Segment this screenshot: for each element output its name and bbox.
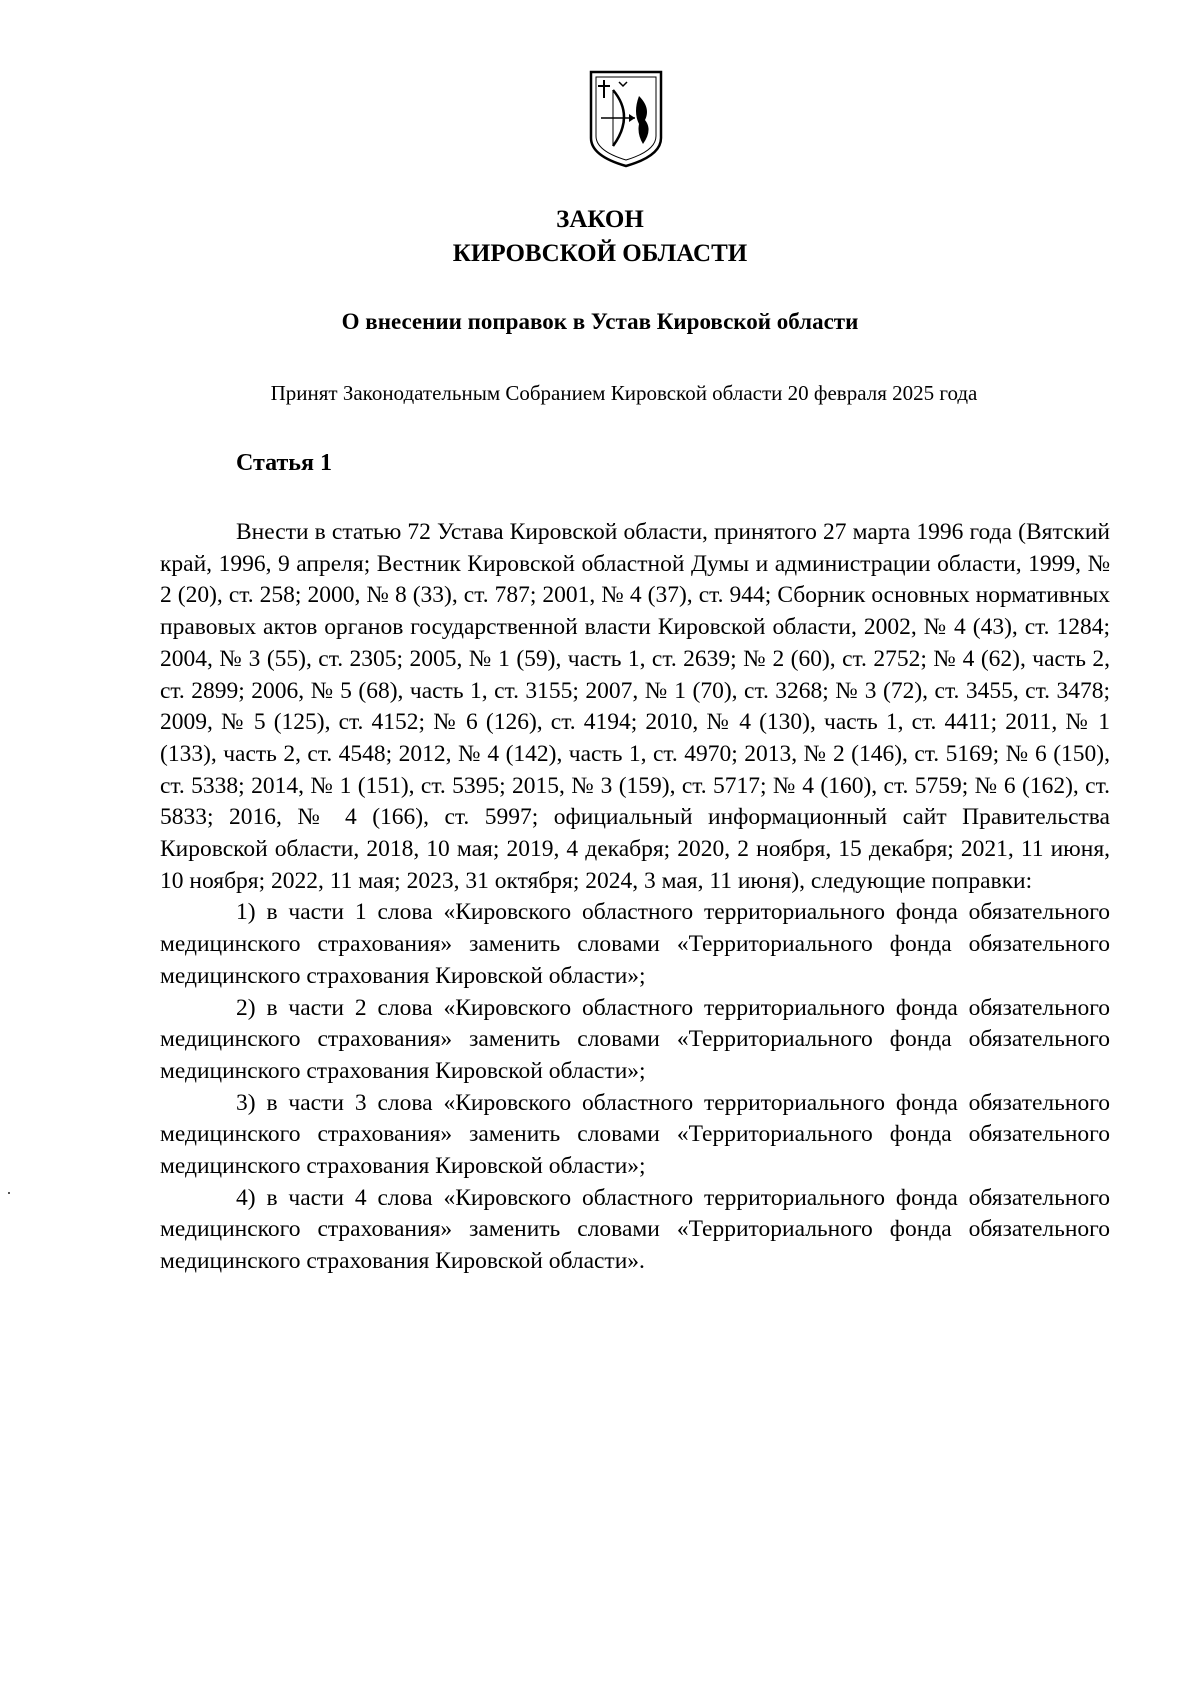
amendment-item-2: 2) в части 2 слова «Кировского областного территориального фонда обязательного медицинского страхования» заменить словами «Территориального фонда обязательного медицинского страхования Кировской области»; — [160, 994, 1110, 1084]
adoption-note: Принят Законодательным Собранием Кировской области 20 февраля 2025 года — [270, 381, 978, 405]
article-body — [160, 517, 1110, 1278]
law-region-title: КИРОВСКОЙ ОБЛАСТИ — [452, 240, 748, 267]
scan-speck — [8, 1192, 10, 1194]
amendment-item-4: 4) в части 4 слова «Кировского областного территориального фонда обязательного медицинского страхования» заменить словами «Территориального фонда обязательного медицинского страхования Кировской области». — [160, 1184, 1110, 1275]
amendment-item-3: 3) в части 3 слова «Кировского областного территориального фонда обязательного медицинского страхования» заменить словами «Территориального фонда обязательного медицинского страхования Кировской области»; — [160, 1089, 1110, 1180]
law-title: ЗАКОН — [556, 206, 644, 233]
law-subject: О внесении поправок в Устав Кировской области — [341, 309, 859, 334]
article-title: Статья 1 — [236, 450, 332, 476]
coat-of-arms-icon — [587, 68, 665, 170]
article-intro-paragraph: Внести в статью 72 Устава Кировской области, принятого 27 марта 1996 года (Вятский край, 1996, 9 апреля; Вестник Кировской областной Думы и администрации области, 1999, № 2 (20), ст. 258; 2000, № 8 (33), ст. 787; 2001, № 4 (37), ст. 944; Сборник основных нормативных правовых актов органов государственной власти Кировской области, 2002, № 4 (43), ст. 1284; 2004, № 3 (55), ст. 2305; 2005, № 1 (59), часть 1, ст. 2639; № 2 (60), ст. 2752; № 4 (62), часть 2, ст. 2899; 2006, № 5 (68), часть 1, ст. 3155; 2007, № 1 (70), ст. 3268; № 3 (72), ст. 3455, ст. 3478; 2009, № 5 (125), ст. 4152; № 6 (126), ст. 4194; 2010, № 4 (130), часть 1, ст. 4411; 2011, № 1 (133), часть 2, ст. 4548; 2012, № 4 (142), часть 1, ст. 4970; 2013, № 2 (146), ст. 5169; № 6 (150), ст. 5338; 2014, № 1 (151), ст. 5395; 2015, № 3 (159), ст. 5717; № 4 (160), ст. 5759; № 6 (162), ст. 5833; 2016, № 4 (166), ст. 5997; официальный информационный сайт Правительства Кировской области, 2018, 10 мая; 2019, 4 декабря; 2020, 2 ноября, 15 декабря; 2021, 11 июня, 10 ноября; 2022, 11 мая; 2023, 31 октября; 2024, 3 мая, 11 июня), следующие поправки: — [160, 519, 1110, 894]
amendment-item-1: 1) в части 1 слова «Кировского областного территориального фонда обязательного медицинского страхования» заменить словами «Территориального фонда обязательного медицинского страхования Кировской области»; — [160, 899, 1110, 989]
